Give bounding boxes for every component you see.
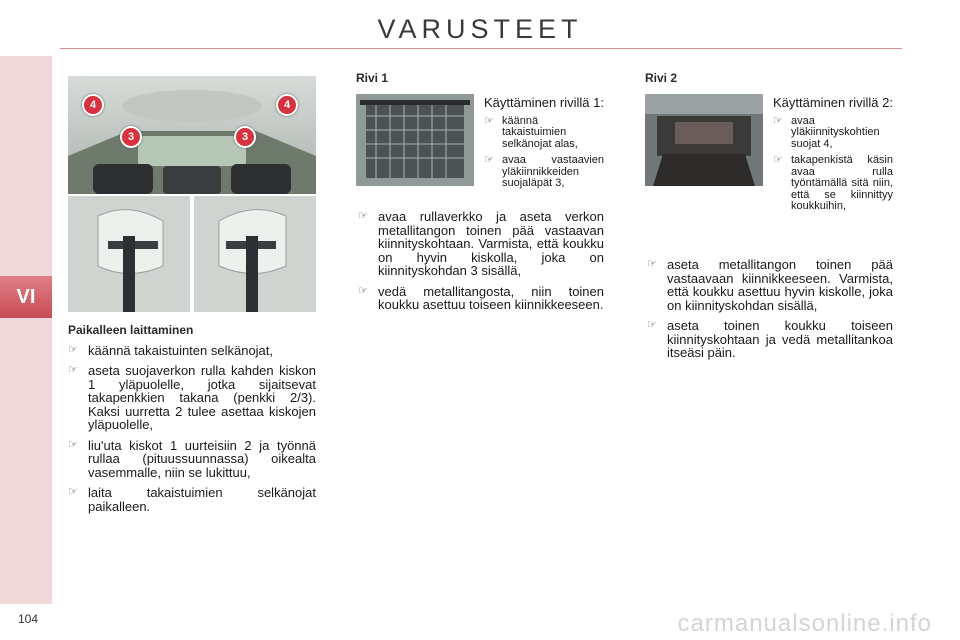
- list-item: ☞ laita takaistuimien selkänojat paikalleen.: [68, 485, 316, 514]
- hand-pointer-icon: ☞: [484, 114, 494, 127]
- hand-pointer-icon: ☞: [484, 154, 494, 166]
- hook-left-illustration: [68, 196, 190, 312]
- chapter-sidebar: [0, 56, 52, 604]
- hand-pointer-icon: ☞: [358, 284, 368, 297]
- hand-pointer-icon: ☞: [773, 154, 783, 166]
- row1-intro-block: [484, 96, 604, 195]
- chapter-tab[interactable]: VI: [0, 276, 52, 318]
- row1-steps: [358, 210, 604, 319]
- list-item: ☞ vedä metallitangosta, niin toinen koukku asettuu toiseen kiinnikkeeseen.: [358, 283, 604, 312]
- hook-right-illustration: [194, 196, 316, 312]
- list-item: ☞ avaa yläkiinnityskohtien suojat 4,: [773, 114, 880, 150]
- row1-photo: [356, 94, 474, 186]
- trunk-illustration: [645, 94, 763, 186]
- hand-pointer-icon: ☞: [68, 364, 78, 376]
- page-title: VARUSTEET: [377, 14, 583, 44]
- installation-heading: Paikalleen laittaminen: [68, 323, 194, 337]
- hand-pointer-icon: ☞: [773, 114, 783, 127]
- callout-4-left: 4: [82, 94, 104, 116]
- row1-section: [356, 72, 604, 92]
- row2-steps: [647, 258, 893, 367]
- watermark: carmanualsonline.info: [677, 610, 932, 637]
- row2-heading: Rivi 2: [645, 71, 678, 85]
- list-item: ☞ aseta toinen koukku toiseen kiinnityskohtaan ja vedä metallitankoa itseäsi päin.: [647, 318, 893, 360]
- list-item: ☞ avaa rullaverkko ja aseta verkon metallitangon toinen pää vastaavan kiinnityskohtaan. Varmista, että koukku on hyvin kiskolla, joka on kiinnityskohdan 3 sisällä,: [358, 209, 604, 278]
- hand-pointer-icon: ☞: [647, 319, 657, 331]
- list-item: ☞ takapenkistä käsin avaa rulla työntämällä sitä niin, että se kiinnittyy koukkuihin,: [773, 154, 893, 212]
- hand-pointer-icon: ☞: [68, 438, 78, 451]
- list-item: ☞ aseta suojaverkon rulla kahden kiskon 1 yläpuolelle, jotka sijaitsevat takapenkkien takana (penkki 2/3). Kaksi uurretta 2 tulee asettaa kiskojen yläpuolelle,: [68, 363, 316, 432]
- list-item: ☞ käännä takaistuinten selkänojat,: [68, 342, 274, 358]
- callout-4-right: 4: [276, 94, 298, 116]
- cargo-net-illustration: [356, 94, 474, 186]
- list-item: ☞ aseta metallitangon toinen pää vastaavaan kiinnikkeeseen. Varmista, että koukku asettuu hyvin kiskolle, joka on kiinnityskohdan sisällä,: [647, 257, 893, 313]
- list-item: ☞ avaa vastaavien yläkiinnikkeiden suojaläpät 3,: [484, 154, 604, 189]
- list-item: ☞ liu'uta kiskot 1 uurteisiin 2 ja työnnä rullaa (pituussuunnassa) oikealta vasemmalle, niin se lukittuu,: [68, 437, 316, 480]
- row2-intro: Käyttäminen rivillä 2:: [773, 95, 893, 110]
- list-item: ☞ käännä takaistuimien selkänojat alas,: [484, 114, 578, 150]
- row1-intro: Käyttäminen rivillä 1:: [484, 95, 604, 110]
- row2-section: [645, 72, 893, 92]
- row2-intro-block: [773, 96, 893, 218]
- row2-photo: [645, 94, 763, 186]
- page-number: 104: [18, 612, 39, 626]
- interior-roof-photo: [68, 76, 316, 194]
- interior-illustration: [68, 76, 316, 194]
- hand-pointer-icon: ☞: [68, 343, 78, 356]
- hand-pointer-icon: ☞: [647, 258, 657, 270]
- hand-pointer-icon: ☞: [358, 210, 368, 222]
- detail-photo-right: [194, 196, 316, 312]
- hand-pointer-icon: ☞: [68, 486, 78, 498]
- title-divider: [60, 48, 902, 49]
- callout-3-right: 3: [234, 126, 256, 148]
- row1-heading: Rivi 1: [356, 71, 389, 85]
- detail-photo-left: [68, 196, 190, 312]
- installation-section: [68, 324, 316, 520]
- callout-3-left: 3: [120, 126, 142, 148]
